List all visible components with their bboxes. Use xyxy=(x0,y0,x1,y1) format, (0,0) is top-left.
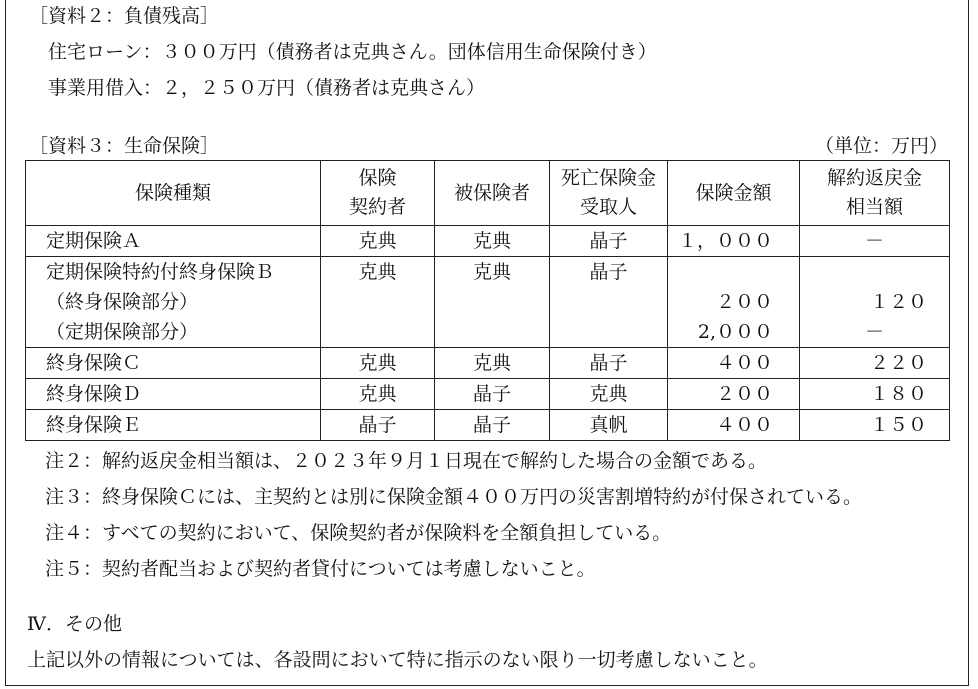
cell-surrender-sub-whole-life: １２０ xyxy=(869,291,927,313)
table-row xyxy=(26,348,950,379)
cell-insured: 克典 xyxy=(435,226,550,257)
cell-type-sub-term: （定期保険部分） xyxy=(46,321,199,343)
cell-beneficiary: 晶子 xyxy=(550,257,668,348)
note-5: 注５：契約者配当および契約者貸付については考慮しないこと。 xyxy=(45,558,596,580)
cell-policyholder: 克典 xyxy=(321,226,435,257)
cell-amount: ４００ xyxy=(668,410,800,441)
cell-beneficiary: 晶子 xyxy=(550,348,668,379)
note-2: 注２：解約返戻金相当額は、２０２３年９月１日現在で解約した場合の金額である。 xyxy=(45,450,768,472)
cell-type: 終身保険Ｄ xyxy=(26,379,321,410)
note-4: 注４：すべての契約において、保険契約者が保険料を全額負担している。 xyxy=(45,522,672,544)
header-insured: 被保険者 xyxy=(435,161,550,226)
cell-type-sub-whole-life: （終身保険部分） xyxy=(46,291,199,313)
life-insurance-table xyxy=(25,160,950,441)
table-row xyxy=(26,379,950,410)
cell-beneficiary: 真帆 xyxy=(550,410,668,441)
cell-insured: 克典 xyxy=(435,257,550,348)
cell-surrender-sub-term: － xyxy=(864,321,884,343)
cell-policyholder: 克典 xyxy=(321,379,435,410)
cell-surrender-value: － xyxy=(800,226,950,257)
section4-heading: Ⅳ．その他 xyxy=(27,613,122,635)
cell-amount: １，０００ xyxy=(668,226,800,257)
cell-surrender-value: １８０ xyxy=(800,379,950,410)
cell-policyholder: 克典 xyxy=(321,257,435,348)
cell-surrender-value: １５０ xyxy=(800,410,950,441)
header-surrender-value: 解約返戻金 相当額 xyxy=(800,161,950,226)
cell-policyholder: 克典 xyxy=(321,348,435,379)
cell-type: 定期保険Ａ xyxy=(26,226,321,257)
header-insurance-type: 保険種類 xyxy=(26,161,321,226)
header-policyholder: 保険 契約者 xyxy=(321,161,435,226)
cell-insured: 晶子 xyxy=(435,379,550,410)
header-amount: 保険金額 xyxy=(668,161,800,226)
cell-amount-sub-term: 2,０００ xyxy=(697,321,773,343)
cell-insured: 晶子 xyxy=(435,410,550,441)
cell-amount: ４００ xyxy=(668,348,800,379)
material3-heading: ［資料３：生命保険］ xyxy=(29,135,220,157)
cell-type-main: 定期保険特約付終身保険Ｂ xyxy=(46,261,275,283)
note-3: 注３：終身保険Ｃには、主契約とは別に保険金額４００万円の災害割増特約が付保されている。 xyxy=(45,486,863,508)
cell-type: 終身保険Ｃ xyxy=(26,348,321,379)
cell-amount: ２００ xyxy=(668,379,800,410)
cell-type: 終身保険Ｅ xyxy=(26,410,321,441)
table-header-row xyxy=(26,161,950,226)
table-row xyxy=(26,410,950,441)
cell-beneficiary: 克典 xyxy=(550,379,668,410)
unit-label: （単位：万円） xyxy=(815,135,949,157)
table-row xyxy=(26,257,950,348)
cell-surrender-value xyxy=(800,257,950,348)
cell-type xyxy=(26,257,321,348)
material2-heading: ［資料２：負債残高］ xyxy=(29,5,220,27)
debt-line-housing-loan: 住宅ローン：３００万円（債務者は克典さん。団体信用生命保険付き） xyxy=(48,41,657,63)
cell-amount-sub-whole-life: ２００ xyxy=(715,291,773,313)
table-row xyxy=(26,226,950,257)
header-beneficiary: 死亡保険金 受取人 xyxy=(550,161,668,226)
cell-insured: 克典 xyxy=(435,348,550,379)
debt-line-business-loan: 事業用借入：２，２５０万円（債務者は克典さん） xyxy=(48,77,486,99)
cell-amount xyxy=(668,257,800,348)
cell-surrender-value: ２２０ xyxy=(800,348,950,379)
cell-beneficiary: 晶子 xyxy=(550,226,668,257)
section4-text: 上記以外の情報については、各設問において特に指示のない限り一切考慮しないこと。 xyxy=(27,649,768,671)
cell-policyholder: 晶子 xyxy=(321,410,435,441)
